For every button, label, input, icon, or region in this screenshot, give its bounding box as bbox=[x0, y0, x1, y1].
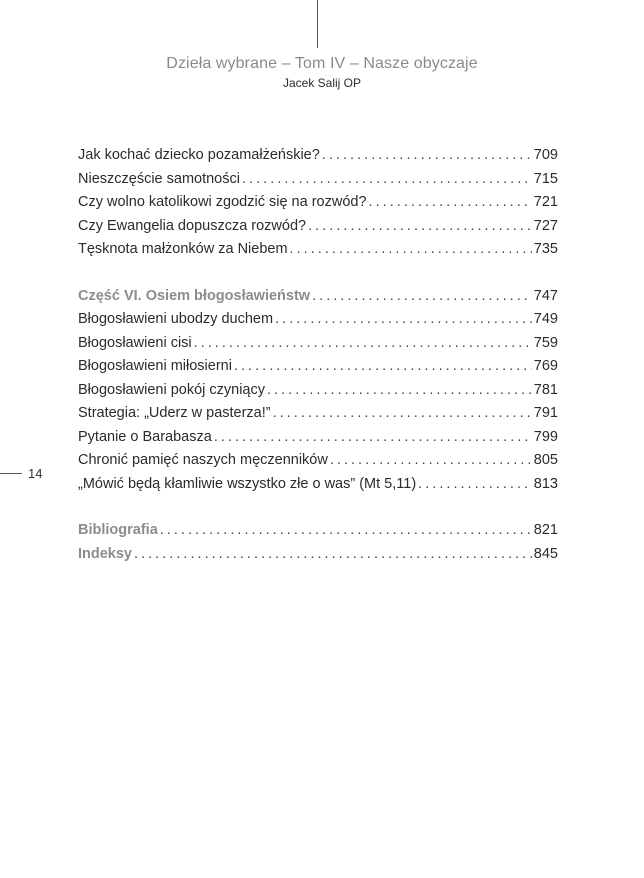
toc-entry-page: 749 bbox=[533, 311, 558, 327]
toc-entry-page: 709 bbox=[533, 147, 558, 163]
toc-entry-page: 721 bbox=[533, 194, 558, 210]
toc-entry-title: Błogosławieni pokój czyniący bbox=[78, 381, 265, 398]
toc-entry-page: 821 bbox=[533, 522, 558, 538]
page-number-marker bbox=[0, 464, 42, 482]
toc-entry-title: Błogosławieni cisi bbox=[78, 334, 192, 351]
toc-leader-dots bbox=[418, 473, 532, 497]
toc-group-2 bbox=[78, 285, 558, 497]
running-header bbox=[0, 54, 644, 91]
toc-leader-dots bbox=[322, 144, 532, 168]
toc-group-3 bbox=[78, 519, 558, 566]
toc-entry-page: 715 bbox=[533, 170, 558, 187]
toc-entry[interactable] bbox=[78, 238, 558, 262]
page-number-tick bbox=[0, 473, 22, 474]
toc-entry-title: Jak kochać dziecko pozamałżeńskie? bbox=[78, 147, 320, 163]
toc-entry-title: Czy Ewangelia dopuszcza rozwód? bbox=[78, 217, 307, 234]
page-number: 14 bbox=[28, 465, 43, 481]
toc-entry-title: Część VI. Osiem błogosławieństw bbox=[78, 287, 311, 304]
toc-entry-page: 781 bbox=[533, 381, 558, 398]
top-vertical-rule bbox=[317, 0, 318, 48]
author-name: Jacek Salij OP bbox=[282, 76, 362, 90]
toc-entry[interactable] bbox=[78, 332, 558, 356]
toc-leader-dots bbox=[330, 449, 532, 473]
toc-entry-page: 727 bbox=[533, 217, 558, 234]
toc-leader-dots bbox=[242, 168, 532, 192]
toc-entry-title: Błogosławieni miłosierni bbox=[78, 358, 232, 374]
toc-entry[interactable] bbox=[78, 402, 558, 426]
toc-entry-page: 845 bbox=[533, 545, 558, 562]
toc-entry-page: 735 bbox=[533, 241, 558, 257]
toc-entry[interactable] bbox=[78, 426, 558, 450]
toc-leader-dots bbox=[214, 426, 532, 450]
toc-entry-page: 769 bbox=[533, 358, 558, 374]
toc-entry[interactable] bbox=[78, 449, 558, 473]
toc-entry-title: Pytanie o Barabasza bbox=[78, 428, 212, 445]
toc-entry-title: Czy wolno katolikowi zgodzić się na rozwód? bbox=[78, 194, 367, 210]
table-of-contents bbox=[78, 144, 558, 566]
toc-leader-dots bbox=[273, 402, 532, 426]
toc-entry-page: 759 bbox=[533, 334, 558, 351]
book-title: Dzieła wybrane – Tom IV – Nasze obyczaje bbox=[166, 55, 478, 72]
toc-entry[interactable] bbox=[78, 473, 558, 497]
toc-part-heading[interactable] bbox=[78, 285, 558, 309]
toc-leader-dots bbox=[369, 191, 532, 215]
toc-entry[interactable] bbox=[78, 215, 558, 239]
toc-entry-page: 805 bbox=[533, 452, 558, 468]
toc-entry-page: 813 bbox=[533, 475, 558, 492]
toc-entry[interactable] bbox=[78, 355, 558, 379]
toc-entry-title: Błogosławieni ubodzy duchem bbox=[78, 311, 274, 327]
toc-entry[interactable] bbox=[78, 379, 558, 403]
toc-entry[interactable] bbox=[78, 191, 558, 215]
toc-leader-dots bbox=[275, 308, 532, 332]
toc-entry-title: Chronić pamięć naszych męczenników bbox=[78, 452, 328, 468]
toc-entry-title: Strategia: „Uderz w pasterza!” bbox=[78, 405, 271, 421]
toc-entry-bibliography[interactable] bbox=[78, 519, 558, 543]
toc-leader-dots bbox=[290, 238, 532, 262]
toc-entry-page: 747 bbox=[533, 287, 558, 304]
toc-entry-title: „Mówić będą kłamliwie wszystko złe o was” (Mt 5,11) bbox=[78, 475, 417, 492]
toc-entry-indexes[interactable] bbox=[78, 543, 558, 567]
toc-entry-title: Indeksy bbox=[78, 545, 132, 562]
toc-entry[interactable] bbox=[78, 308, 558, 332]
toc-entry[interactable] bbox=[78, 144, 558, 168]
toc-leader-dots bbox=[194, 332, 532, 356]
toc-leader-dots bbox=[267, 379, 532, 403]
toc-leader-dots bbox=[234, 355, 532, 379]
toc-leader-dots bbox=[134, 543, 532, 567]
toc-leader-dots bbox=[308, 215, 532, 239]
toc-entry-page: 799 bbox=[533, 428, 558, 445]
toc-entry-title: Bibliografia bbox=[78, 522, 158, 538]
toc-leader-dots bbox=[312, 285, 532, 309]
toc-entry[interactable] bbox=[78, 168, 558, 192]
toc-leader-dots bbox=[160, 519, 532, 543]
toc-entry-title: Tęsknota małżonków za Niebem bbox=[78, 241, 288, 257]
toc-entry-title: Nieszczęście samotności bbox=[78, 170, 240, 187]
toc-entry-page: 791 bbox=[533, 405, 558, 421]
toc-group-1 bbox=[78, 144, 558, 262]
